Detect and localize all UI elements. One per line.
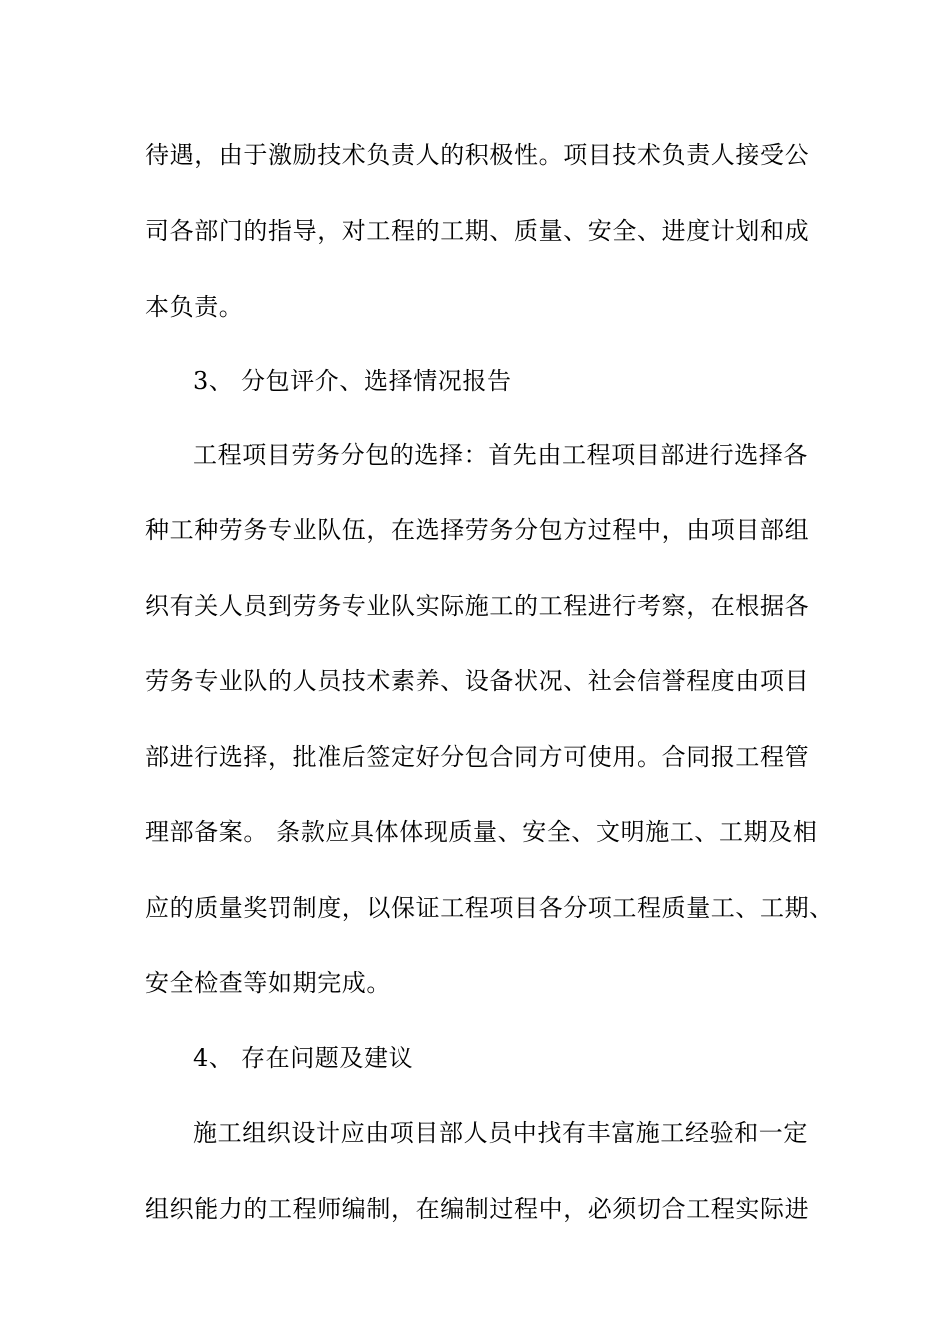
- paragraph-line: 应的质量奖罚制度，以保证工程项目各分项工程质量工、工期、: [145, 894, 834, 922]
- paragraph-line: 劳务专业队的人员技术素养、设备状况、社会信誉程度由项目: [145, 667, 810, 695]
- paragraph-line: 待遇，由于激励技术负责人的积极性。项目技术负责人接受公: [145, 141, 810, 169]
- paragraph-line: 组织能力的工程师编制，在编制过程中，必须切合工程实际进: [145, 1195, 810, 1223]
- paragraph-line: 部进行选择，批准后签定好分包合同方可使用。合同报工程管: [145, 743, 810, 771]
- paragraph-line: 理部备案。 条款应具体体现质量、安全、文明施工、工期及相: [145, 818, 818, 846]
- paragraph-line: 施工组织设计应由项目部人员中找有丰富施工经验和一定: [193, 1119, 808, 1147]
- paragraph-line: 工程项目劳务分包的选择：首先由工程项目部进行选择各: [193, 441, 808, 469]
- heading-number: 3、: [193, 367, 234, 395]
- heading-text: 存在问题及建议: [241, 1044, 414, 1072]
- heading-text: 分包评介、选择情况报告: [241, 367, 512, 395]
- paragraph-line: 司各部门的指导，对工程的工期、质量、安全、进度计划和成: [145, 217, 810, 245]
- paragraph-line: 安全检查等如期完成。: [145, 969, 391, 997]
- paragraph-line: 织有关人员到劳务专业队实际施工的工程进行考察，在根据各: [145, 592, 810, 620]
- paragraph-line: 本负责。: [145, 293, 244, 321]
- section-heading-3: [193, 366, 512, 396]
- heading-number: 4、: [193, 1044, 234, 1072]
- paragraph-line: 种工种劳务专业队伍，在选择劳务分包方过程中，由项目部组: [145, 516, 810, 544]
- section-heading-4: [193, 1043, 413, 1073]
